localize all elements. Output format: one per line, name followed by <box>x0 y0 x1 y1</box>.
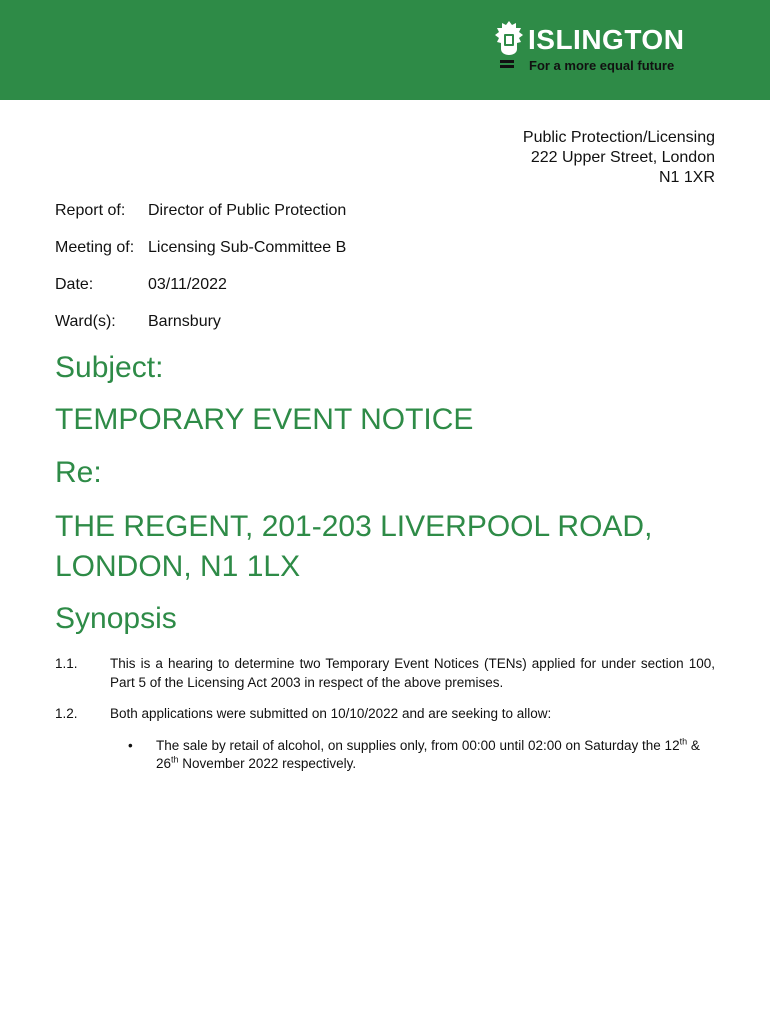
council-crest-icon <box>492 20 526 56</box>
address-line-1: Public Protection/Licensing <box>522 129 715 146</box>
logo-tagline: For a more equal future <box>529 58 675 73</box>
ordinal-suffix-2: th <box>171 754 179 765</box>
meeting-of-label: Meeting of: <box>55 239 135 256</box>
islington-logo <box>492 18 702 78</box>
bullet-text <box>156 737 716 773</box>
report-of-label: Report of: <box>55 202 126 219</box>
re-heading: Re: <box>55 456 102 489</box>
bullet-icon: • <box>128 738 133 753</box>
paragraph-text: This is a hearing to determine two Temporary Event Notices (TENs) applied for under section 100, Part 5 of the Licensing Act 2003 in respect of the above premises. <box>110 656 715 690</box>
notice-title: TEMPORARY EVENT NOTICE <box>55 403 474 436</box>
paragraph-text: Both applications were submitted on 10/10/2022 and are seeking to allow: <box>110 706 552 721</box>
address-line-2: 222 Upper Street, London <box>530 149 715 166</box>
paragraph-number: 1.1. <box>55 656 78 671</box>
meeting-of-value: Licensing Sub-Committee B <box>148 239 347 256</box>
date-value: 03/11/2022 <box>148 276 227 293</box>
bullet-text-part-3: November 2022 respectively. <box>178 756 357 771</box>
ordinal-suffix-1: th <box>679 736 688 747</box>
report-of-value: Director of Public Protection <box>148 202 347 219</box>
header-banner <box>0 0 770 100</box>
bullet-text-part-1: The sale by retail of alcohol, on supplies only, from 00:00 until 02:00 on Saturday the 12 <box>156 738 680 753</box>
bullet-text-part-2: & 26 <box>156 738 700 771</box>
logo-bars-icon <box>500 60 514 72</box>
subject-heading: Subject: <box>55 351 164 384</box>
synopsis-heading: Synopsis <box>55 602 177 635</box>
wards-label: Ward(s): <box>55 313 116 330</box>
premises-line-1: THE REGENT, 201-203 LIVERPOOL ROAD, <box>55 510 653 543</box>
date-label: Date: <box>55 276 94 293</box>
department-address <box>523 128 715 188</box>
address-postcode: N1 1XR <box>658 169 715 186</box>
logo-wordmark: ISLINGTON <box>528 24 685 55</box>
wards-value: Barnsbury <box>148 313 221 330</box>
paragraph-number: 1.2. <box>55 706 78 721</box>
premises-line-2: LONDON, N1 1LX <box>55 550 301 583</box>
